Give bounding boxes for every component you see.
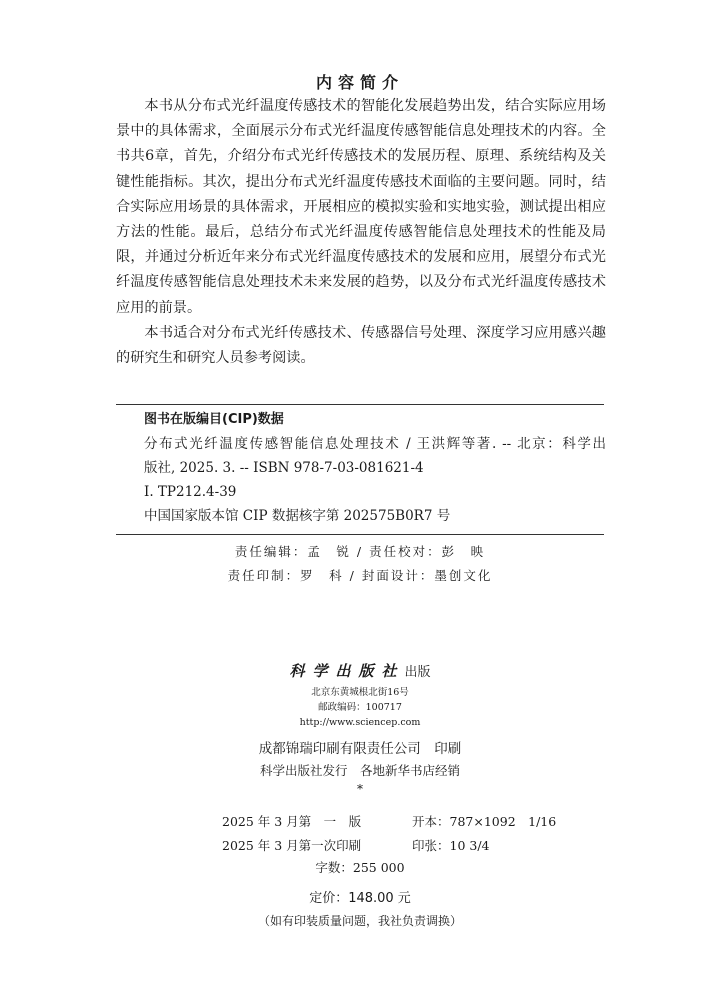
publisher-logo-text: 科学出版社 [289, 662, 405, 680]
cip-line-4: 中国国家版本馆 CIP 数据核字第 202575B0R7 号 [144, 508, 451, 524]
cip-top-rule [116, 404, 604, 405]
quality-notice: （如有印装质量问题，我社负责调换） [257, 914, 462, 928]
format-size: 开本：787×1092 1/16 [412, 814, 557, 829]
printing-date: 2025 年 3 月第一次印刷 [222, 838, 362, 853]
publisher-address-block [0, 685, 720, 730]
cip-line-1: 分布式光纤温度传感智能信息处理技术 / 王洪辉等著. -- 北京：科学出 [144, 436, 606, 452]
publisher-postcode: 邮政编码：100717 [318, 702, 402, 713]
publisher-suffix: 出版 [404, 665, 431, 680]
publisher-url: http://www.sciencep.com [299, 717, 421, 728]
edition-line-1 [222, 812, 556, 830]
sheet-count: 印张：10 3/4 [412, 838, 490, 853]
printer-line: 成都锦瑞印刷有限责任公司 印刷 [258, 741, 462, 757]
intro-body [116, 94, 606, 371]
cip-line-3: Ⅰ. TP212.4-39 [144, 484, 237, 500]
staff-production: 责任印制：罗 科 / 封面设计：墨创文化 [227, 568, 493, 583]
price: 定价：148.00 元 [309, 891, 411, 906]
publisher-line [0, 660, 720, 681]
intro-paragraph-1: 本书从分布式光纤温度传感技术的智能化发展趋势出发，结合实际应用场景中的具体需求，全面展示分布式光纤温度传感智能信息处理技术的内容。全书共6章，首先，介绍分布式光纤传感技术的发展历程、原理、系统结构及关键性能指标。其次，提出分布式光纤温度传感技术面临的主要问题。同时，结合实际应用场景的具体需求，开展相应的模拟实验和实地实验，测试提出相应方法的性能。最后，总结分布式光纤温度传感智能信息处理技术的性能及局限，并通过分析近年来分布式光纤温度传感技术的发展和应用，展望分布式光纤温度传感智能信息处理技术未来发展的趋势，以及分布式光纤温度传感技术应用的前景。 [116, 98, 606, 316]
staff-editors: 责任编辑：孟 锐 / 责任校对：彭 映 [234, 544, 486, 559]
cip-bottom-rule [116, 534, 604, 535]
word-count: 字数：255 000 [315, 860, 405, 875]
edition-line-2 [222, 836, 490, 854]
cip-line-2: 版社, 2025. 3. -- ISBN 978-7-03-081621-4 [144, 460, 424, 476]
publisher-address: 北京东黄城根北街16号 [311, 687, 409, 698]
edition-date: 2025 年 3 月第 一 版 [222, 814, 362, 829]
distribution-line: 科学出版社发行 各地新华书店经销 [259, 763, 460, 778]
separator-star: * [357, 782, 363, 796]
cip-title: 图书在版编目(CIP)数据 [144, 412, 284, 427]
cip-block [116, 408, 606, 528]
publisher-block [0, 660, 720, 796]
intro-title: 内容简介 [315, 73, 404, 92]
intro-paragraph-2: 本书适合对分布式光纤传感技术、传感器信号处理、深度学习应用感兴趣的研究生和研究人员参考阅读。 [116, 324, 606, 367]
